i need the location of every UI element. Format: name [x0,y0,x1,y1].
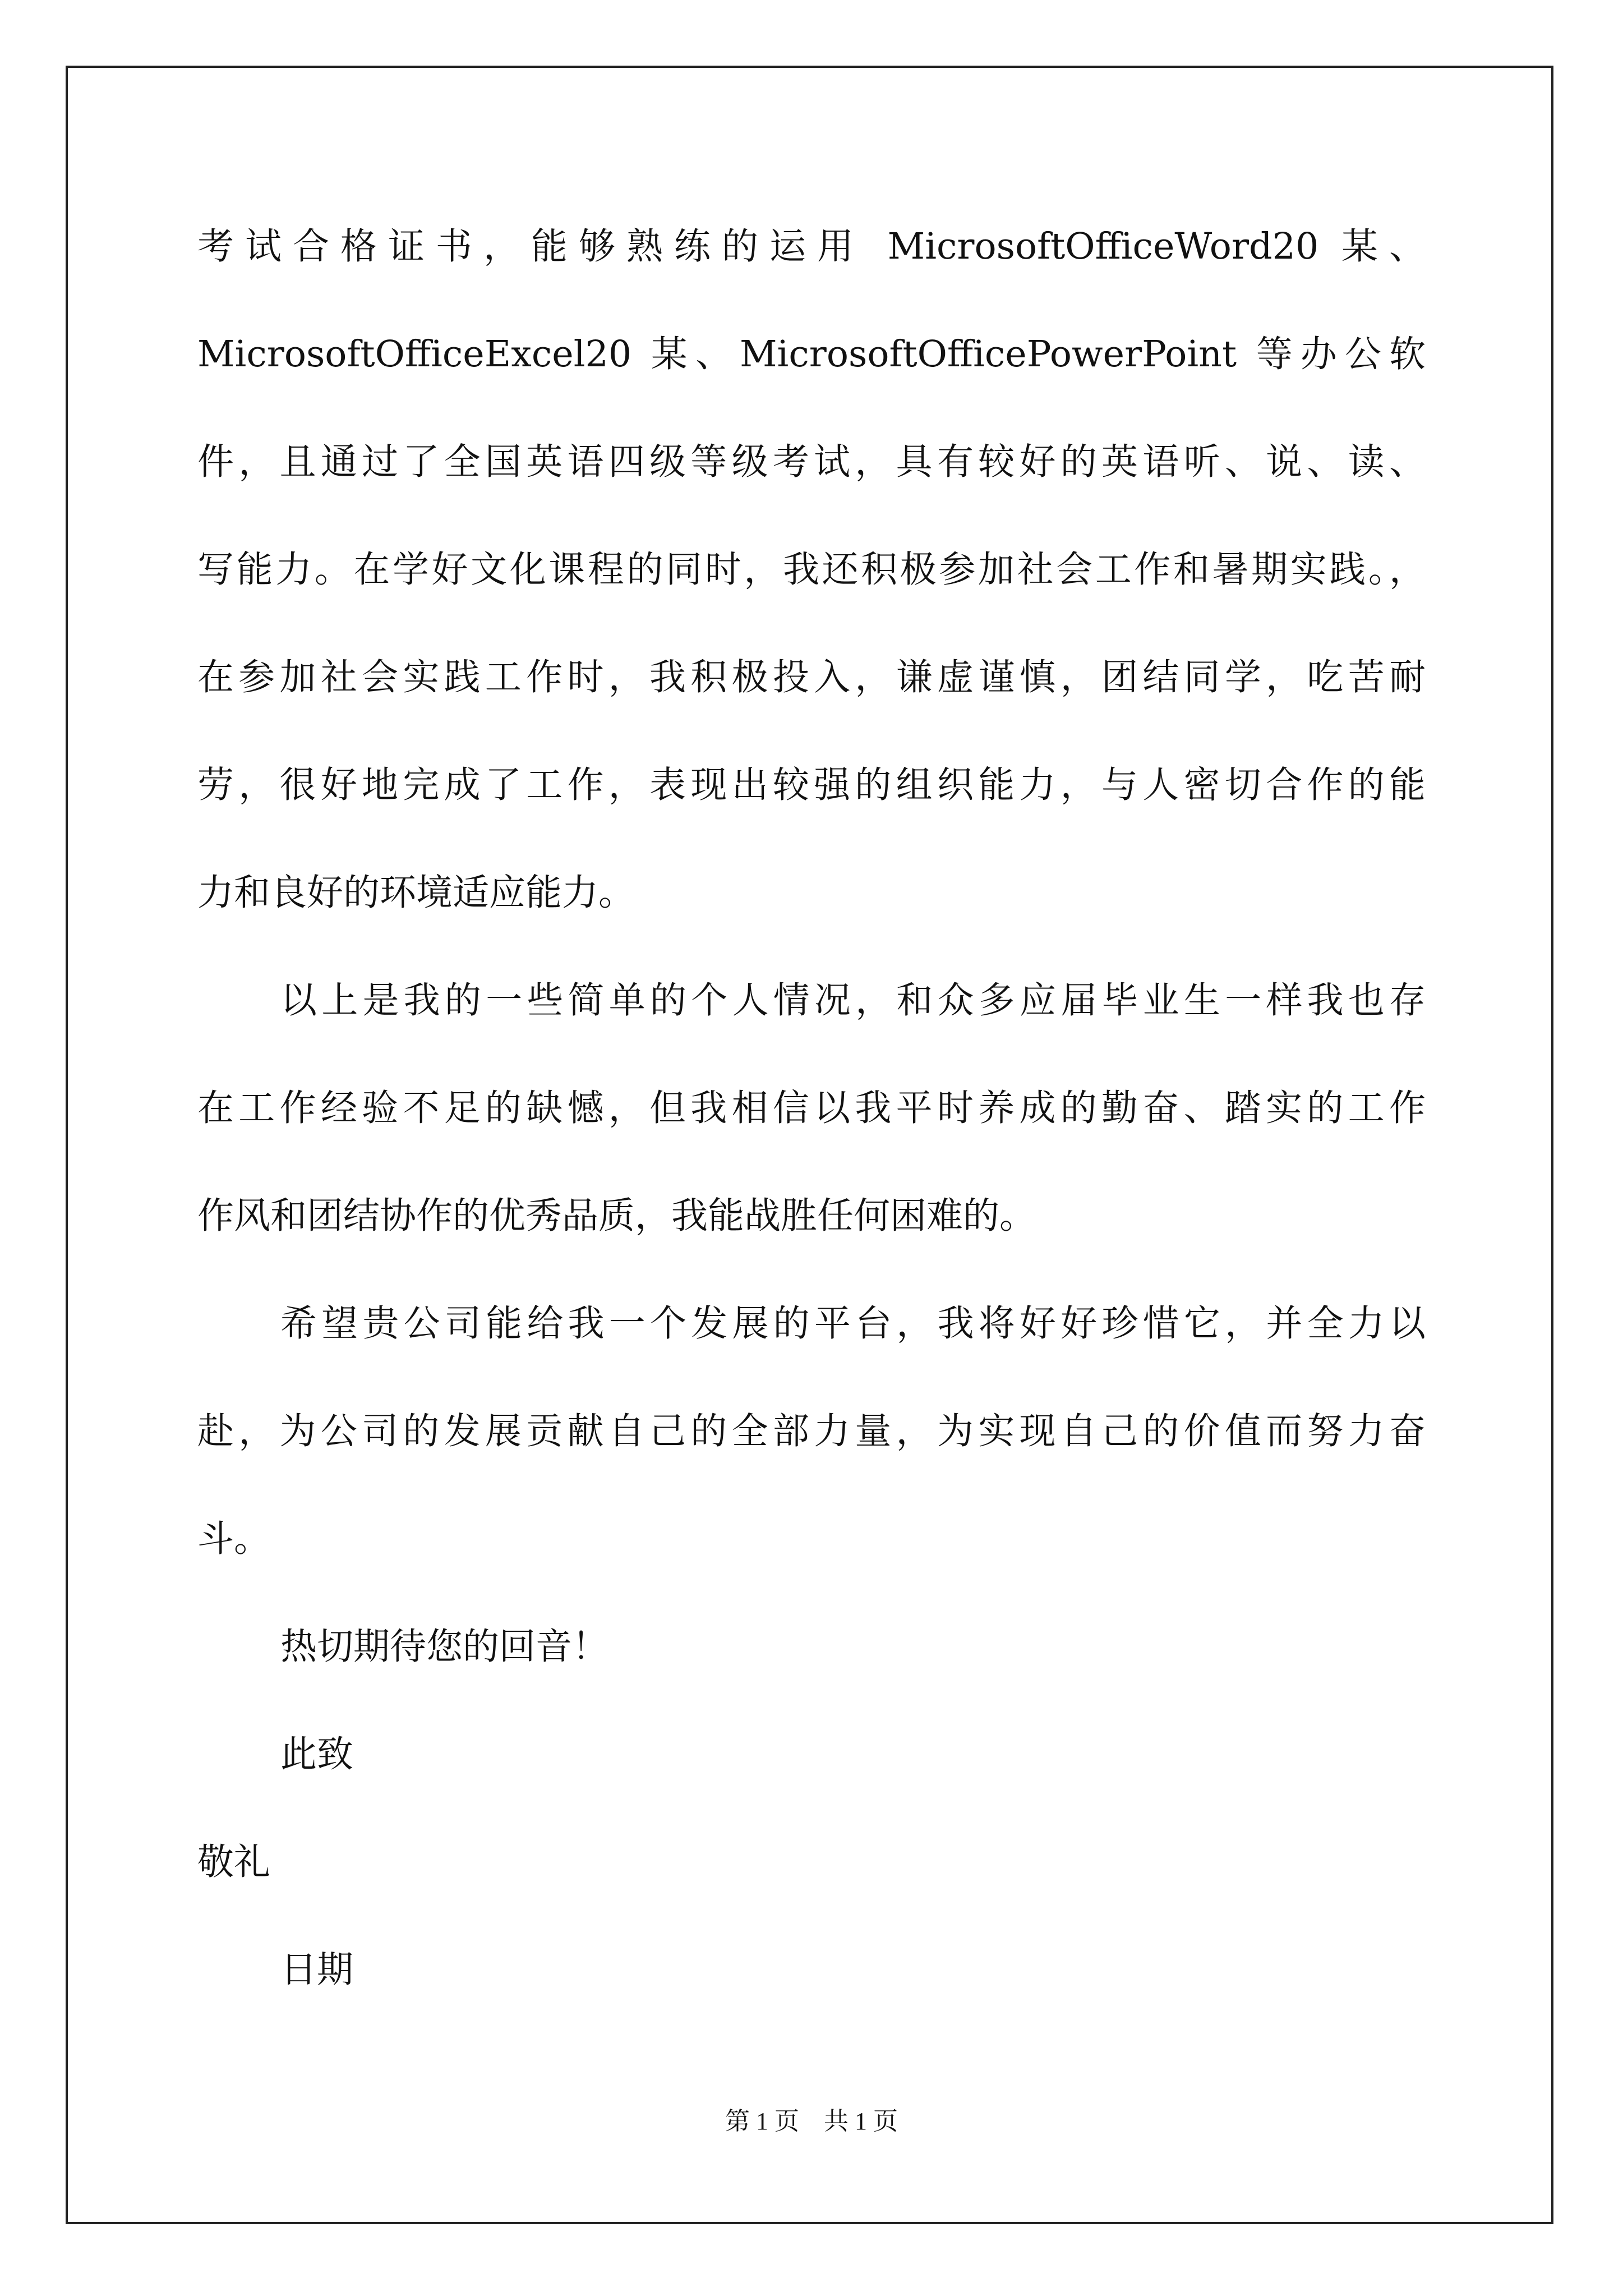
paragraph-2-line-1: 以上是我的一些简单的个人情况，和众多应届毕业生一样我也存 [280,979,1426,1022]
body-line-6: 劳，很好地完成了工作，表现出较强的组织能力，与人密切合作的能 [197,764,1426,806]
paragraph-3-line-1: 希望贵公司能给我一个发展的平台，我将好好珍惜它，并全力以 [280,1303,1426,1345]
body-line-4: 写能力。在学好文化课程的同时，我还积极参加社会工作和暑期实践。， [197,549,1426,591]
body-line-7: 力和良好的环境适应能力。 [197,872,635,914]
paragraph-2-line-3: 作风和团结协作的优秀品质，我能战胜任何困难的。 [197,1195,1036,1237]
paragraph-3-line-2: 赴，为公司的发展贡献自己的全部力量，为实现自己的价值而努力奋 [197,1410,1426,1452]
date-label: 日期 [280,1949,354,1991]
paragraph-2-line-2: 在工作经验不足的缺憾，但我相信以我平时养成的勤奋、踏实的工作 [197,1087,1426,1129]
closing-salutation: 此致 [280,1733,354,1775]
closing-expectation: 热切期待您的回音！ [280,1626,609,1668]
closing-respect: 敬礼 [197,1841,271,1883]
body-line-5: 在参加社会实践工作时，我积极投入，谦虚谨慎，团结同学，吃苦耐 [197,656,1426,698]
body-line-2: MicrosoftOfficeExcel20 某、MicrosoftOfficePowerPoint 等办公软 [197,333,1426,375]
body-line-1: 考试合格证书，能够熟练的运用 MicrosoftOfficeWord20 某、 [197,226,1426,268]
body-line-3: 件，且通过了全国英语四级等级考试，具有较好的英语听、说、读、 [197,441,1426,483]
page-number-indicator: 第 1 页 共 1 页 [725,2108,898,2135]
paragraph-3-line-3: 斗。 [197,1518,271,1560]
page-border [66,66,1553,2224]
